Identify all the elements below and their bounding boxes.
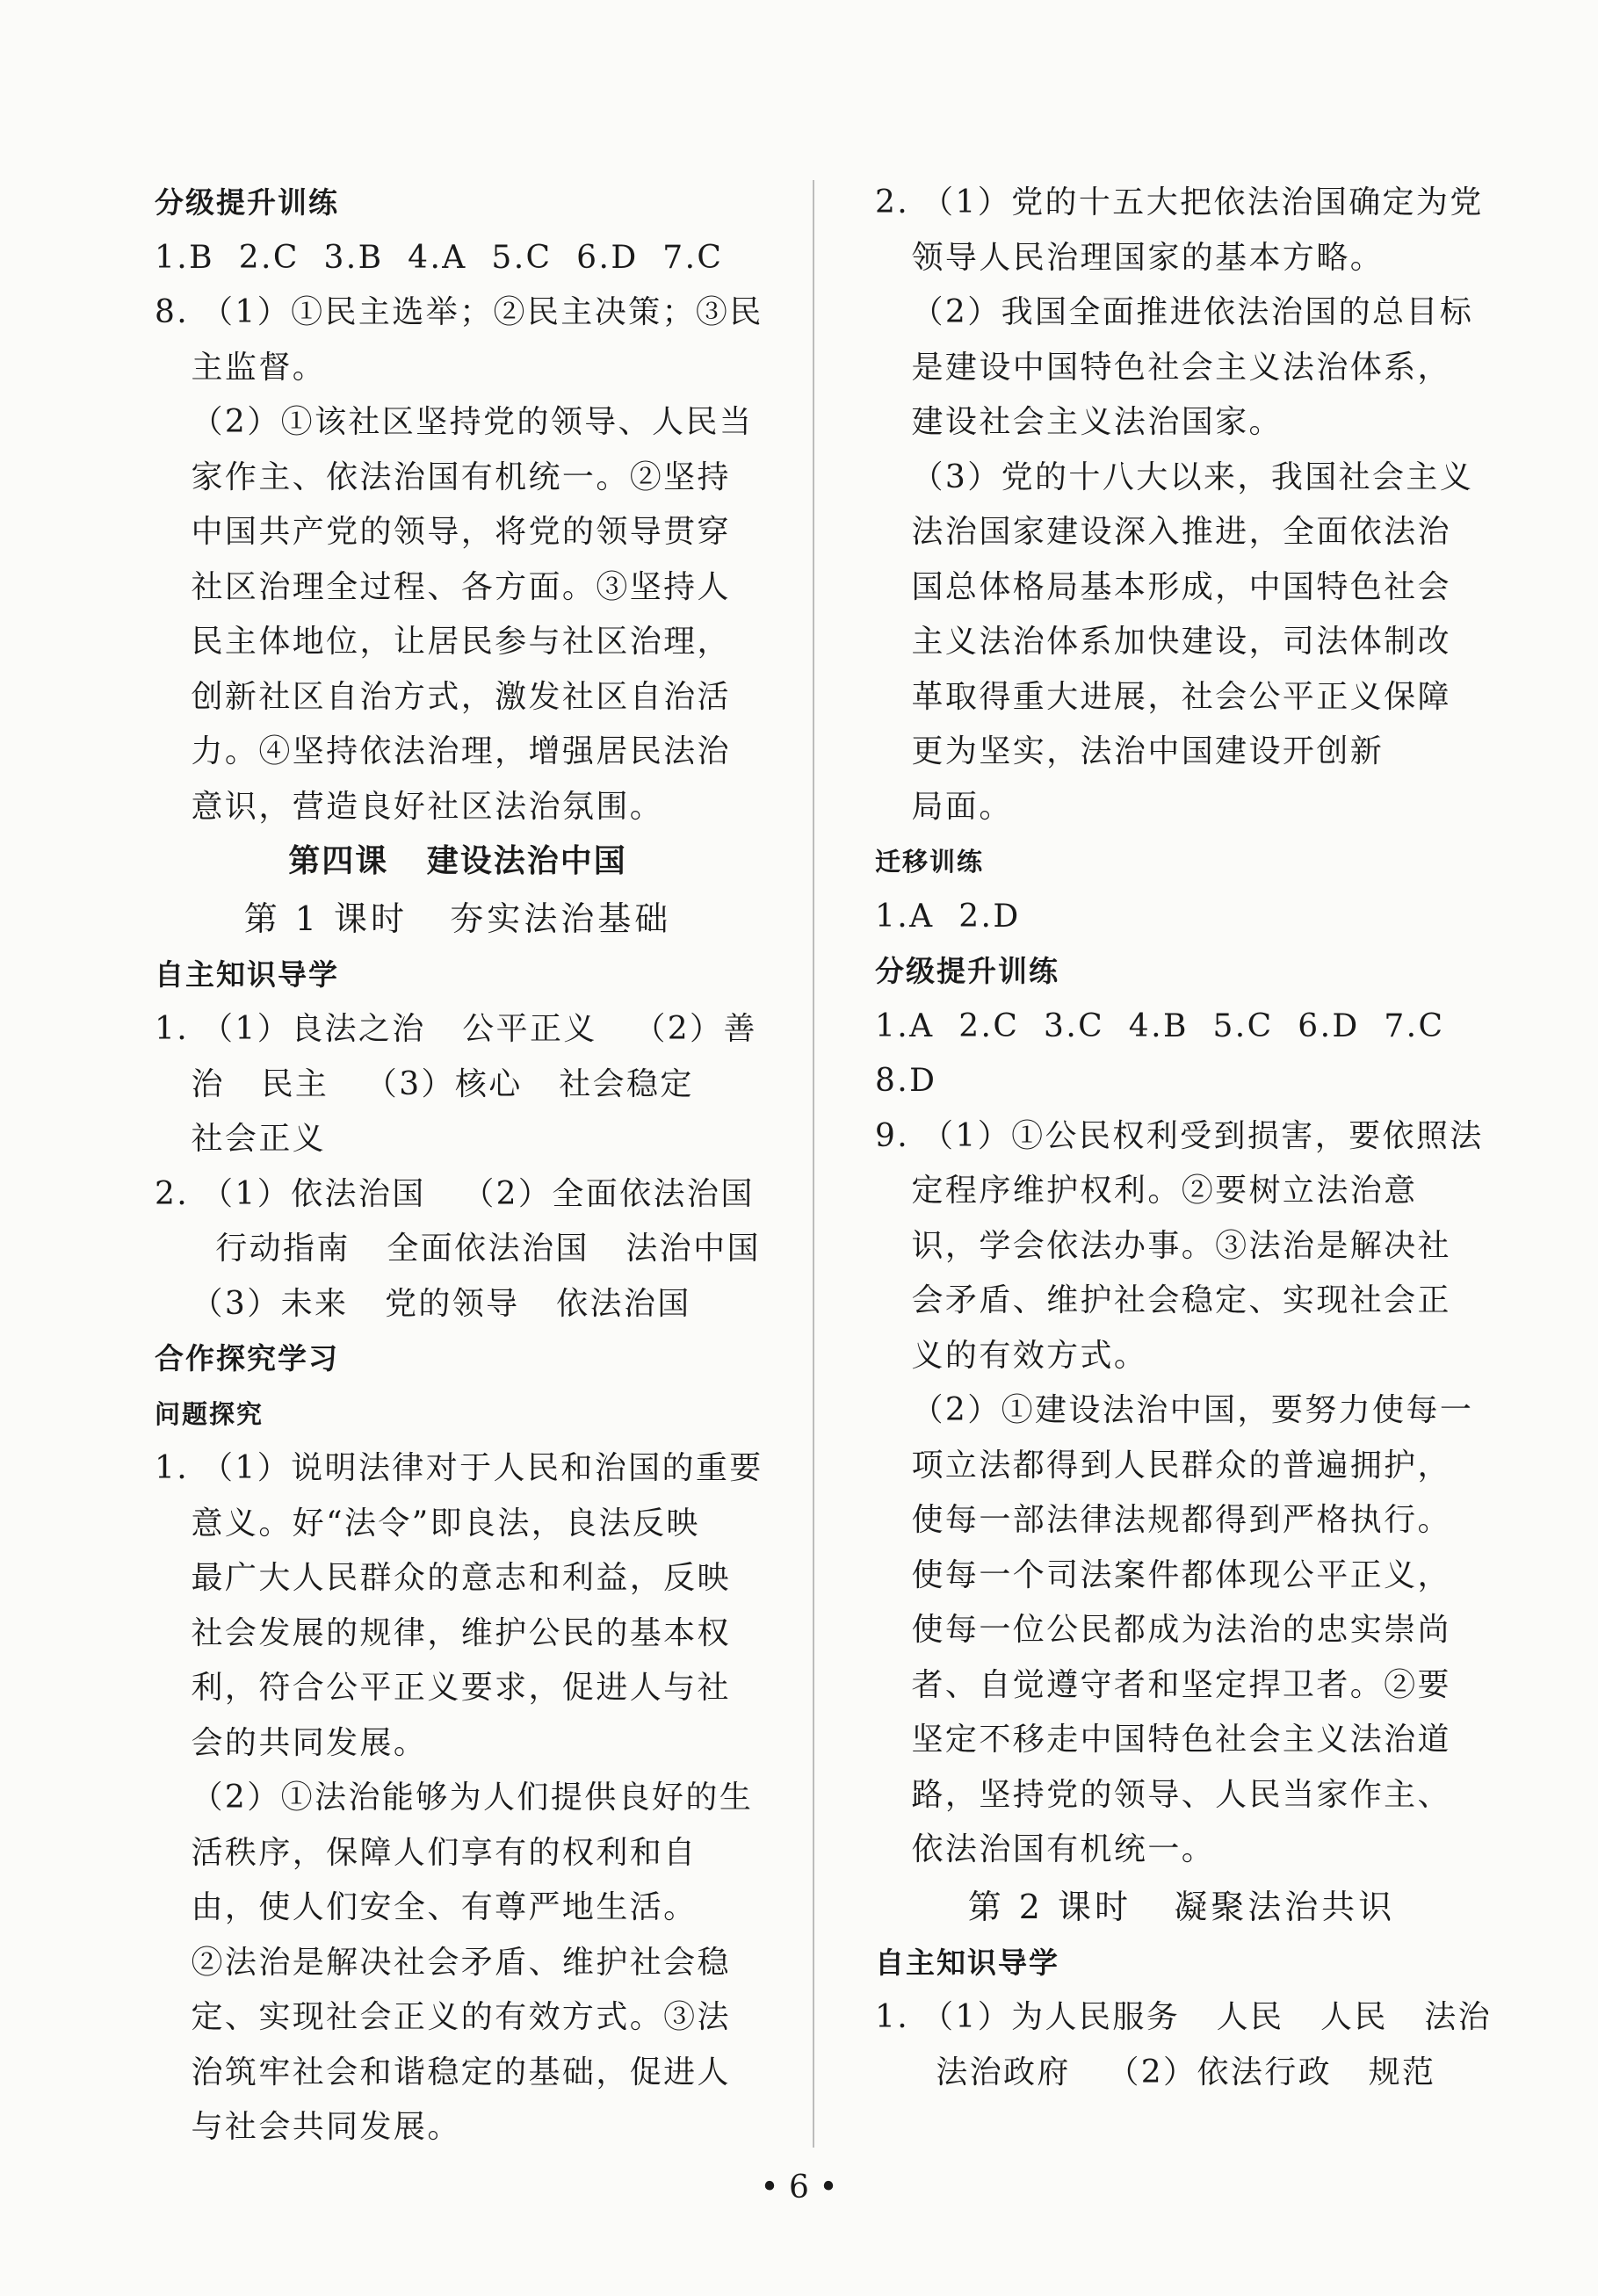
- text-line: 定、实现社会正义的有效方式。③法: [155, 1999, 731, 2035]
- subsection-heading: 迁移训练: [875, 847, 985, 877]
- column-divider: [813, 180, 814, 2148]
- text-line: （3）未来 党的领导 依法治国: [155, 1285, 691, 1322]
- text-line: 社会正义: [155, 1121, 327, 1157]
- text-line: 行动指南 全面依法治国 法治中国: [155, 1231, 761, 1267]
- text-line: 家作主、依法治国有机统一。②坚持: [155, 458, 731, 495]
- text-line: 会矛盾、维护社会稳定、实现社会正: [875, 1282, 1451, 1318]
- text-line: 由，使人们安全、有尊严地生活。: [155, 1889, 698, 1925]
- text-line: ②法治是解决社会矛盾、维护社会稳: [155, 1944, 731, 1981]
- text-line: 使每一部法律法规都得到严格执行。: [875, 1502, 1451, 1538]
- text-line: （2）①该社区坚持党的领导、人民当: [155, 404, 754, 440]
- text-line: 1.A 2.C 3.C 4.B 5.C 6.D 7.C: [875, 1007, 1445, 1044]
- text-line: 建设社会主义法治国家。: [875, 404, 1283, 440]
- text-line: 2. （1）党的十五大把依法治国确定为党: [875, 184, 1484, 220]
- section-heading: 分级提升训练: [155, 185, 339, 220]
- text-line: （2）①建设法治中国，要努力使每一: [875, 1392, 1474, 1428]
- section-heading: 合作探究学习: [155, 1341, 339, 1375]
- text-line: 依法治国有机统一。: [875, 1831, 1216, 1867]
- section-heading: 自主知识导学: [875, 1945, 1059, 1980]
- period-title: 第 2 课时 凝聚法治共识: [967, 1887, 1396, 1926]
- text-line: 最广大人民群众的意志和利益，反映: [155, 1560, 731, 1596]
- text-line: 意义。好“法令”即良法，良法反映: [155, 1505, 700, 1541]
- text-line: 意识，营造良好社区法治氛围。: [155, 788, 664, 825]
- text-line: 1.A 2.D: [875, 898, 1021, 935]
- text-line: 坚定不移走中国特色社会主义法治道: [875, 1722, 1451, 1758]
- text-line: 创新社区自治方式，激发社区自治活: [155, 678, 731, 715]
- text-line: 是建设中国特色社会主义法治体系，: [875, 349, 1451, 386]
- text-line: 中国共产党的领导，将党的领导贯穿: [155, 514, 731, 550]
- text-line: 国总体格局基本形成，中国特色社会: [875, 568, 1451, 605]
- text-line: 会的共同发展。: [155, 1724, 428, 1761]
- text-line: 9. （1）①公民权利受到损害，要依照法: [875, 1117, 1484, 1154]
- text-line: 1. （1）说明法律对于人民和治国的重要: [155, 1450, 763, 1486]
- text-line: 义的有效方式。: [875, 1337, 1148, 1374]
- text-line: 法治国家建设深入推进，全面依法治: [875, 514, 1451, 550]
- text-line: 定程序维护权利。②要树立法治意: [875, 1173, 1418, 1209]
- text-line: 使每一位公民都成为法治的忠实崇尚: [875, 1612, 1451, 1648]
- text-line: 8.D: [875, 1063, 937, 1099]
- text-line: 1. （1）为人民服务 人民 人民 法治: [875, 1999, 1493, 2035]
- text-line: 民主体地位，让居民参与社区治理，: [155, 624, 731, 660]
- text-line: 社区治理全过程、各方面。③坚持人: [155, 568, 731, 605]
- right-column: [875, 176, 1493, 2100]
- text-line: 1. （1）良法之治 公平正义 （2）善: [155, 1011, 757, 1047]
- text-line: 1.B 2.C 3.B 4.A 5.C 6.D 7.C: [155, 239, 724, 276]
- page-number: • 6 •: [760, 2170, 838, 2206]
- text-line: 8. （1）①民主选举；②民主决策；③民: [155, 294, 763, 330]
- text-line: 革取得重大进展，社会公平正义保障: [875, 678, 1451, 715]
- text-line: 路，坚持党的领导、人民当家作主、: [875, 1776, 1451, 1813]
- text-line: 识，学会依法办事。③法治是解决社: [875, 1227, 1451, 1264]
- text-line: 使每一个司法案件都体现公平正义，: [875, 1556, 1451, 1593]
- text-line: 更为坚实，法治中国建设开创新: [875, 733, 1385, 769]
- left-column: [155, 176, 761, 2155]
- section-heading: 自主知识导学: [155, 957, 339, 992]
- text-line: 利，符合公平正义要求，促进人与社: [155, 1670, 731, 1706]
- subsection-heading: 问题探究: [155, 1398, 264, 1429]
- text-line: 局面。: [875, 788, 1013, 825]
- text-line: （3）党的十八大以来，我国社会主义: [875, 458, 1474, 495]
- text-line: 者、自觉遵守者和坚定捍卫者。②要: [875, 1666, 1451, 1703]
- text-line: 治筑牢社会和谐稳定的基础，促进人: [155, 2054, 731, 2090]
- text-line: 项立法都得到人民群众的普遍拥护，: [875, 1447, 1451, 1484]
- text-line: 2. （1）依法治国 （2）全面依法治国: [155, 1175, 755, 1212]
- text-line: （2）①法治能够为人们提供良好的生: [155, 1780, 754, 1816]
- text-line: 主监督。: [155, 349, 327, 386]
- lesson-title: 第四课 建设法治中国: [288, 843, 627, 879]
- text-line: 主义法治体系加快建设，司法体制改: [875, 624, 1451, 660]
- text-line: 法治政府 （2）依法行政 规范: [875, 2054, 1436, 2090]
- text-line: 社会发展的规律，维护公民的基本权: [155, 1614, 731, 1651]
- text-line: 力。④坚持依法治理，增强居民法治: [155, 733, 731, 769]
- text-line: 领导人民治理国家的基本方略。: [875, 239, 1385, 276]
- text-line: 与社会共同发展。: [155, 2109, 461, 2145]
- section-heading: 分级提升训练: [875, 954, 1059, 988]
- text-line: （2）我国全面推进依法治国的总目标: [875, 294, 1474, 330]
- period-title: 第 1 课时 夯实法治基础: [243, 899, 672, 938]
- text-line: 活秩序，保障人们享有的权利和自: [155, 1834, 698, 1871]
- text-line: 治 民主 （3）核心 社会稳定: [155, 1065, 694, 1102]
